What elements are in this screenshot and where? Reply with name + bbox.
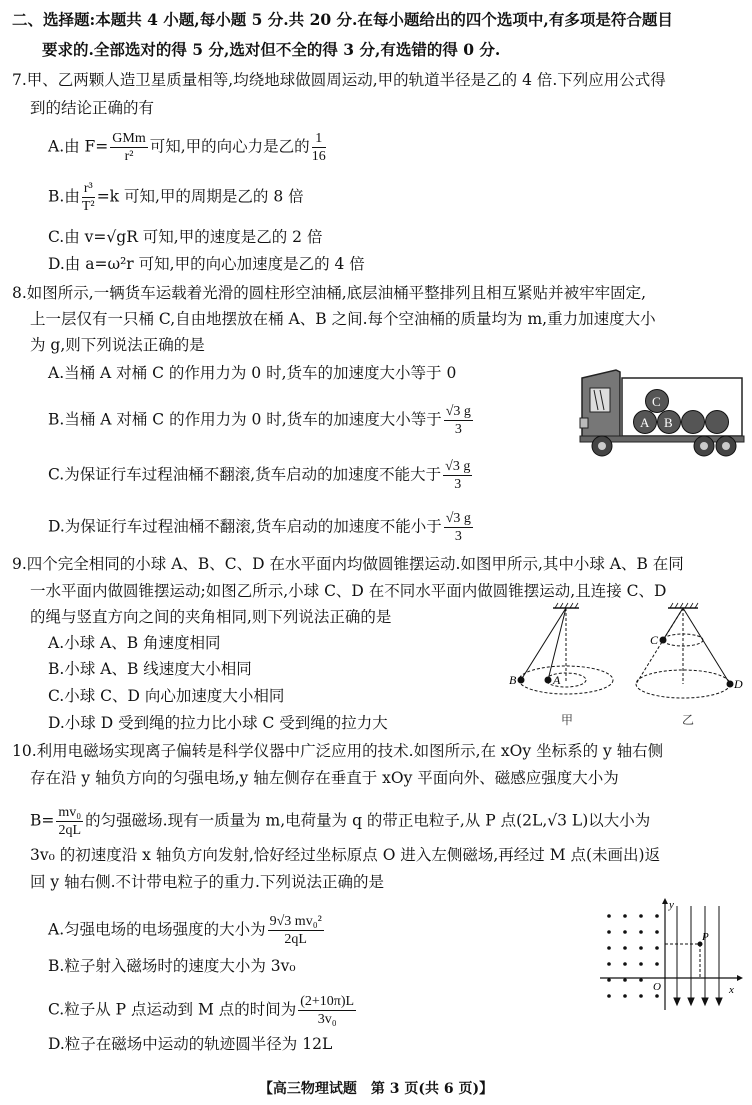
barrel-label-b: B bbox=[664, 415, 673, 430]
q8-c-fraction: $\frac{√3 g}{3}$ bbox=[445, 459, 471, 492]
q8-stem-line2: 上一层仅有一只桶 C,自由地摆放在桶 A、B 之间.每个空油桶的质量均为 m,重力加速度大小 bbox=[30, 310, 656, 328]
q7-option-b bbox=[48, 180, 304, 215]
q9-option-c: C.小球 C、D 向心加速度大小相同 bbox=[48, 687, 285, 705]
q8-option-d: D.为保证行车过程油桶不翻滚,货车启动的加速度不能小于 $\frac{√3 g}{3}$ bbox=[48, 511, 471, 544]
q9-stem-line1: 9.四个完全相同的小球 A、B、C、D 在水平面内均做圆锥摆运动.如图甲所示,其中小球 A、B 在同 bbox=[12, 555, 684, 573]
q7-a-fraction: $\frac{\text{GMm}}{\text{r²}}$ bbox=[112, 131, 146, 164]
q8-b-fraction: $\frac{√3 g}{3}$ bbox=[445, 404, 471, 437]
q10-option-a: A.匀强电场的电场强度的大小为 $\frac{\text{9√3 mv₀²}}{2qL}$ bbox=[48, 914, 322, 947]
barrel-label-c: C bbox=[652, 394, 661, 409]
q10-option-c: C.粒子从 P 点运动到 M 点的时间为 $\frac{(2+10\pi)L}{\text{3v₀}}$ bbox=[48, 994, 355, 1027]
section-header-line1: 二、选择题:本题共 4 小题,每小题 5 分.共 20 分.在每小题给出的四个选项中,有多项是符合题目 bbox=[12, 10, 673, 29]
q7-stem-line1: 7.甲、乙两颗人造卫星质量相等,均绕地球做圆周运动,甲的轨道半径是乙的 4 倍.下列应用公式得 bbox=[12, 71, 666, 89]
origin-label: O bbox=[653, 981, 661, 993]
q8-option-c: C.为保证行车过程油桶不翻滚,货车启动的加速度不能大于 $\frac{√3 g}{3}$ bbox=[48, 459, 471, 492]
ball-label-d: D bbox=[734, 677, 743, 691]
q10-stem-line2: 存在沿 y 轴负方向的匀强电场,y 轴左侧存在垂直于 xOy 平面向外、磁感应强度大小为 bbox=[30, 769, 619, 787]
q10-stem-line4: 3v₀ 的初速度沿 x 轴负方向发射,恰好经过坐标原点 O 进入左侧磁场,再经过 M 点(未画出)返 bbox=[30, 846, 661, 864]
q10-stem-line1: 10.利用电磁场实现离子偏转是科学仪器中广泛应用的技术.如图所示,在 xOy 坐标系的 y 轴右侧 bbox=[12, 742, 664, 760]
pendulum-figure-b bbox=[630, 600, 745, 730]
q9-stem-line3: 的绳与竖直方向之间的夹角相同,则下列说法正确的是 bbox=[30, 608, 392, 626]
q7-option-c: C.由 v=√gR 可知,甲的速度是乙的 2 倍 bbox=[48, 228, 323, 246]
q7-a-fraction2: $\frac{1}{16}$ bbox=[311, 131, 326, 164]
q9-option-b: B.小球 A、B 线速度大小相同 bbox=[48, 660, 252, 678]
q10-option-d: D.粒子在磁场中运动的轨迹圆半径为 12L bbox=[48, 1035, 333, 1053]
q10-a-fraction: $\frac{\text{9√3 mv₀²}}{2qL}$ bbox=[269, 914, 322, 947]
q7-a-middle: 可知,甲的向心力是乙的 bbox=[149, 137, 310, 156]
ball-label-b: B bbox=[509, 673, 517, 687]
q9-option-a: A.小球 A、B 角速度相同 bbox=[48, 634, 221, 652]
q8-option-b: B.当桶 A 对桶 C 的作用力为 0 时,货车的加速度大小等于 $\frac{√3 g}{3}$ bbox=[48, 404, 471, 437]
q10-stem-line3: B= $\frac{\text{mv₀}}{2qL}$ 的匀强磁场.现有一质量为 m,电荷量为 q 的带正电粒子,从 P 点(2L,√3 L)以大小为 bbox=[30, 805, 651, 838]
axis-label-x: x bbox=[729, 984, 734, 996]
fig-caption-b: 乙 bbox=[682, 713, 695, 727]
section-header-line2: 要求的.全部选对的得 5 分,选对但不全的得 3 分,有选错的得 0 分. bbox=[42, 40, 501, 59]
page-footer: 【高三物理试题 第 3 页(共 6 页)】 bbox=[258, 1081, 494, 1097]
q8-stem-line3: 为 g,则下列说法正确的是 bbox=[30, 336, 205, 354]
q7-option-a bbox=[48, 130, 328, 165]
em-field-figure bbox=[595, 898, 745, 1013]
q8-option-a: A.当桶 A 对桶 C 的作用力为 0 时,货车的加速度大小等于 0 bbox=[48, 364, 457, 382]
q7-option-d: D.由 a=ω²r 可知,甲的向心加速度是乙的 4 倍 bbox=[48, 255, 365, 273]
q10-stem-line5: 回 y 轴右侧.不计带电粒子的重力.下列说法正确的是 bbox=[30, 873, 384, 891]
q7-b-prefix: B.由 bbox=[48, 187, 80, 206]
ball-label-c: C bbox=[650, 633, 659, 647]
ball-label-a: A bbox=[553, 673, 561, 687]
q7-a-prefix: A.由 F= bbox=[48, 137, 109, 156]
axis-label-y: y bbox=[669, 899, 674, 911]
electric-field-lines bbox=[674, 906, 722, 1005]
q10-c-fraction: $\frac{(2+10\pi)L}{\text{3v₀}}$ bbox=[300, 994, 355, 1027]
q7-stem-line2: 到的结论正确的有 bbox=[30, 99, 155, 117]
magnetic-field-dots bbox=[607, 914, 659, 998]
q10-option-b: B.粒子射入磁场时的速度大小为 3v₀ bbox=[48, 957, 296, 975]
q7-b-fraction: $\frac{\text{r³}}{\text{T²}}$ bbox=[81, 181, 95, 214]
q10-b-fraction: $\frac{\text{mv₀}}{2qL}$ bbox=[58, 805, 82, 838]
q8-stem-line1: 8.如图所示,一辆货车运载着光滑的圆柱形空油桶,底层油桶平整排列且相互紧贴并被牢牢固定, bbox=[12, 284, 647, 302]
fig-caption-a: 甲 bbox=[561, 713, 574, 727]
q8-d-fraction: $\frac{√3 g}{3}$ bbox=[445, 511, 471, 544]
q9-stem-line2: 一水平面内做圆锥摆运动;如图乙所示,小球 C、D 在不同水平面内做圆锥摆运动,且连接 C、D bbox=[30, 582, 667, 600]
q9-option-d: D.小球 D 受到绳的拉力比小球 C 受到绳的拉力大 bbox=[48, 714, 388, 732]
point-label-p: P bbox=[702, 931, 709, 943]
q7-b-suffix: =k 可知,甲的周期是乙的 8 倍 bbox=[96, 187, 304, 206]
pendulum-figure-a bbox=[505, 600, 620, 730]
barrel-label-a: A bbox=[640, 415, 650, 430]
truck-figure bbox=[576, 360, 746, 460]
